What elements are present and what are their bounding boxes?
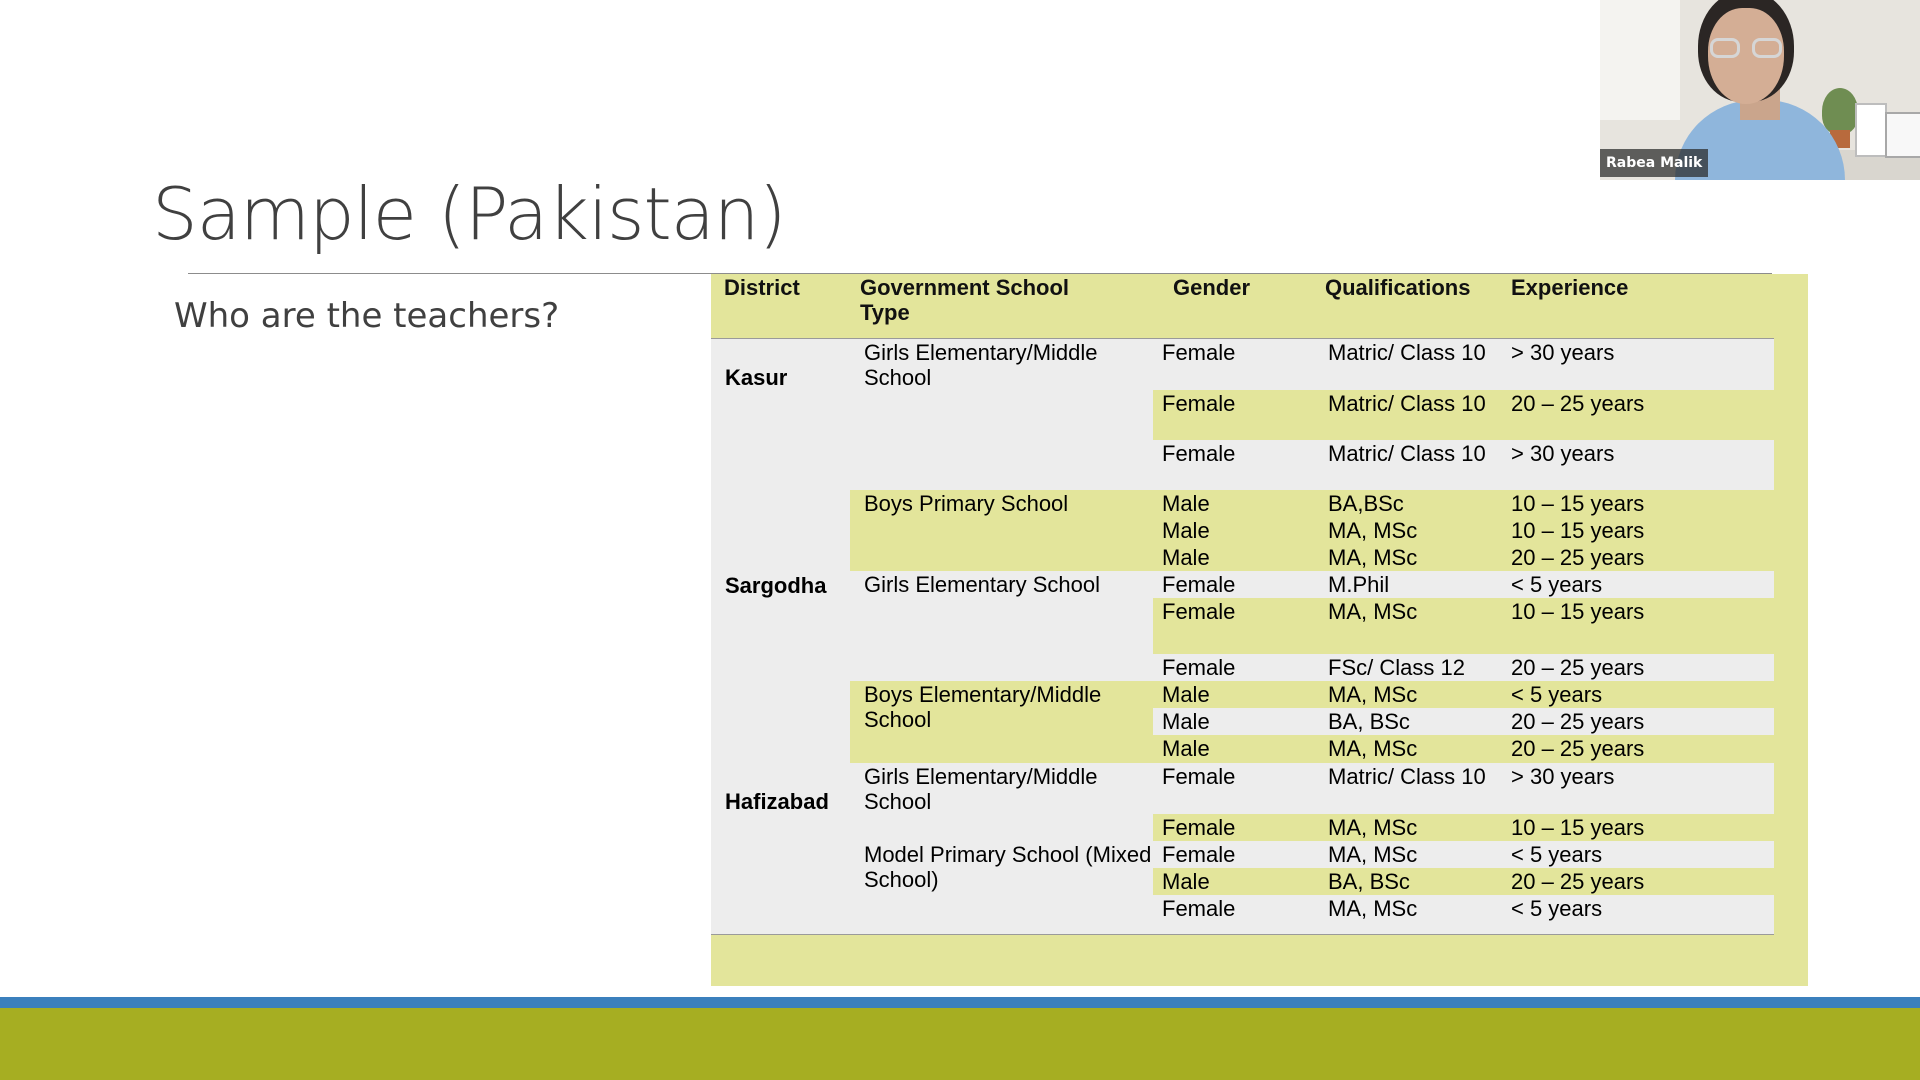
participant-name-label: Rabea Malik bbox=[1600, 149, 1708, 177]
experience-cell: 20 – 25 years bbox=[1499, 735, 1774, 763]
qualification-cell: MA, MSc bbox=[1314, 841, 1499, 868]
glasses-icon bbox=[1710, 38, 1784, 60]
qualification-cell: MA, MSc bbox=[1314, 517, 1499, 544]
qualification-cell: Matric/ Class 10 bbox=[1314, 440, 1499, 490]
teachers-table bbox=[711, 339, 1774, 934]
qualification-cell: BA,BSc bbox=[1314, 490, 1499, 517]
experience-cell: > 30 years bbox=[1499, 763, 1774, 814]
qualification-cell: MA, MSc bbox=[1314, 814, 1499, 841]
gender-cell: Male bbox=[1153, 490, 1314, 517]
experience-cell: 10 – 15 years bbox=[1499, 598, 1774, 654]
gender-cell: Male bbox=[1153, 681, 1314, 708]
gender-cell: Female bbox=[1153, 571, 1314, 598]
picture-frame bbox=[1885, 112, 1920, 158]
qualification-cell: MA, MSc bbox=[1314, 681, 1499, 708]
gender-cell: Female bbox=[1153, 895, 1314, 934]
district-cell: Hafizabad bbox=[711, 763, 850, 934]
school-type-cell: Girls Elementary/Middle School bbox=[850, 339, 1153, 490]
gender-cell: Male bbox=[1153, 735, 1314, 763]
table-bottom-divider bbox=[711, 934, 1774, 935]
school-type-cell: Girls Elementary School bbox=[850, 571, 1153, 681]
gender-cell: Male bbox=[1153, 708, 1314, 735]
experience-cell: < 5 years bbox=[1499, 571, 1774, 598]
header-gender: Gender bbox=[1173, 275, 1251, 300]
experience-cell: 20 – 25 years bbox=[1499, 390, 1774, 440]
gender-cell: Female bbox=[1153, 440, 1314, 490]
background-window bbox=[1600, 0, 1680, 120]
header-district: District bbox=[724, 275, 800, 300]
header-experience: Experience bbox=[1511, 275, 1629, 300]
participant-video[interactable] bbox=[1600, 0, 1920, 180]
gender-cell: Male bbox=[1153, 868, 1314, 895]
experience-cell: < 5 years bbox=[1499, 841, 1774, 868]
school-type-cell: Model Primary School (Mixed School) bbox=[850, 841, 1153, 934]
qualification-cell: FSc/ Class 12 bbox=[1314, 654, 1499, 681]
gender-cell: Female bbox=[1153, 841, 1314, 868]
gender-cell: Female bbox=[1153, 598, 1314, 654]
experience-cell: 20 – 25 years bbox=[1499, 544, 1774, 571]
gender-cell: Female bbox=[1153, 763, 1314, 814]
experience-cell: 20 – 25 years bbox=[1499, 868, 1774, 895]
district-cell: Kasur bbox=[711, 339, 850, 490]
footer-blue-band bbox=[0, 997, 1920, 1008]
gender-cell: Female bbox=[1153, 814, 1314, 841]
gender-cell: Male bbox=[1153, 517, 1314, 544]
experience-cell: 10 – 15 years bbox=[1499, 814, 1774, 841]
experience-cell: 10 – 15 years bbox=[1499, 490, 1774, 517]
header-school-type: Government School Type bbox=[860, 275, 1070, 325]
gender-cell: Female bbox=[1153, 390, 1314, 440]
qualification-cell: M.Phil bbox=[1314, 571, 1499, 598]
district-cell: Sargodha bbox=[711, 490, 850, 763]
experience-cell: < 5 years bbox=[1499, 895, 1774, 934]
footer-green-band bbox=[0, 1008, 1920, 1080]
qualification-cell: MA, MSc bbox=[1314, 895, 1499, 934]
experience-cell: 20 – 25 years bbox=[1499, 654, 1774, 681]
gender-cell: Male bbox=[1153, 544, 1314, 571]
experience-cell: 10 – 15 years bbox=[1499, 517, 1774, 544]
slide-subtitle: Who are the teachers? bbox=[174, 296, 560, 336]
qualification-cell: MA, MSc bbox=[1314, 544, 1499, 571]
experience-cell: 20 – 25 years bbox=[1499, 708, 1774, 735]
qualification-cell: BA, BSc bbox=[1314, 868, 1499, 895]
qualification-cell: Matric/ Class 10 bbox=[1314, 390, 1499, 440]
plant-decor bbox=[1822, 88, 1858, 134]
school-type-cell: Girls Elementary/Middle School bbox=[850, 763, 1153, 841]
picture-frame bbox=[1855, 103, 1887, 157]
school-type-cell: Boys Elementary/Middle School bbox=[850, 681, 1153, 763]
qualification-cell: Matric/ Class 10 bbox=[1314, 339, 1499, 390]
experience-cell: > 30 years bbox=[1499, 339, 1774, 390]
qualification-cell: Matric/ Class 10 bbox=[1314, 763, 1499, 814]
slide-title: Sample (Pakistan) bbox=[152, 172, 786, 256]
experience-cell: > 30 years bbox=[1499, 440, 1774, 490]
qualification-cell: MA, MSc bbox=[1314, 598, 1499, 654]
school-type-cell: Boys Primary School bbox=[850, 490, 1153, 571]
gender-cell: Female bbox=[1153, 339, 1314, 390]
experience-cell: < 5 years bbox=[1499, 681, 1774, 708]
qualification-cell: BA, BSc bbox=[1314, 708, 1499, 735]
header-qualifications: Qualifications bbox=[1325, 275, 1471, 300]
qualification-cell: MA, MSc bbox=[1314, 735, 1499, 763]
gender-cell: Female bbox=[1153, 654, 1314, 681]
